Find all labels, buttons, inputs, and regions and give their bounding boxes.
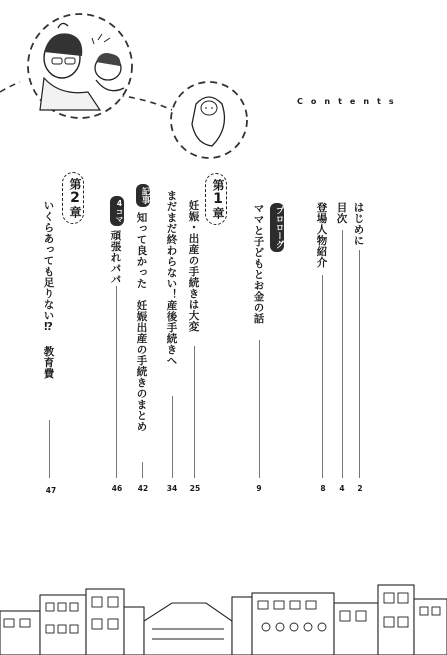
- page-number: 46: [111, 484, 123, 493]
- leader-line: [49, 420, 50, 478]
- page-number: 42: [137, 484, 149, 493]
- column-badge: 記事: [136, 184, 150, 207]
- leader-line: [322, 275, 323, 478]
- leader-line: [259, 340, 260, 478]
- toc-item-characters[interactable]: 登場人物紹介: [315, 202, 328, 268]
- chapter-number: 1: [210, 191, 226, 207]
- toc-item-ch1-column[interactable]: 知って良かった 妊娠出産の手続きのまとめ: [135, 212, 148, 432]
- toc-item-ch1-postpartum[interactable]: まだまだ終わらない！産後手続きへ: [165, 190, 178, 366]
- chapter-2-label: [62, 172, 84, 224]
- toc-item-prologue[interactable]: ママと子どもとお金の話: [252, 203, 265, 324]
- toc-item-ch1-procedures[interactable]: 妊娠・出産の手続きは大変: [187, 200, 200, 332]
- leader-line: [172, 396, 173, 478]
- leader-line: [116, 286, 117, 478]
- toc-item-contents[interactable]: 目次: [335, 202, 348, 224]
- townscape-illustration: [0, 575, 447, 655]
- page-number: 47: [45, 486, 57, 495]
- chapter-prefix: 第: [68, 178, 82, 190]
- toc-item-ch1-manga[interactable]: 頑張れパパ: [109, 230, 122, 285]
- page-number: 9: [256, 484, 262, 493]
- leader-line: [359, 250, 360, 478]
- page-number: 25: [189, 484, 201, 493]
- prologue-badge: プロローグ: [270, 203, 284, 252]
- chapter-suffix: 章: [211, 207, 225, 219]
- parent-and-baby-illustration: [28, 14, 132, 118]
- chapter-prefix: 第: [211, 179, 225, 191]
- swaddled-baby-illustration: [171, 82, 247, 158]
- chapter-1-label: [205, 173, 227, 225]
- header-illustration: [0, 0, 260, 180]
- contents-heading: Contents: [297, 97, 402, 106]
- page-number: 4: [339, 484, 345, 493]
- page-number: 34: [166, 484, 178, 493]
- page-number: 2: [357, 484, 363, 493]
- toc-item-introduction[interactable]: はじめに: [352, 202, 365, 246]
- leader-line: [194, 346, 195, 478]
- manga-badge: 4コマ: [110, 196, 124, 226]
- toc-item-ch2-education[interactable]: いくらあっても足りない⁉ 教育費: [42, 200, 55, 379]
- leader-line: [142, 462, 143, 478]
- page-number: 8: [320, 484, 326, 493]
- chapter-number: 2: [67, 190, 83, 206]
- chapter-suffix: 章: [68, 206, 82, 218]
- leader-line: [342, 230, 343, 478]
